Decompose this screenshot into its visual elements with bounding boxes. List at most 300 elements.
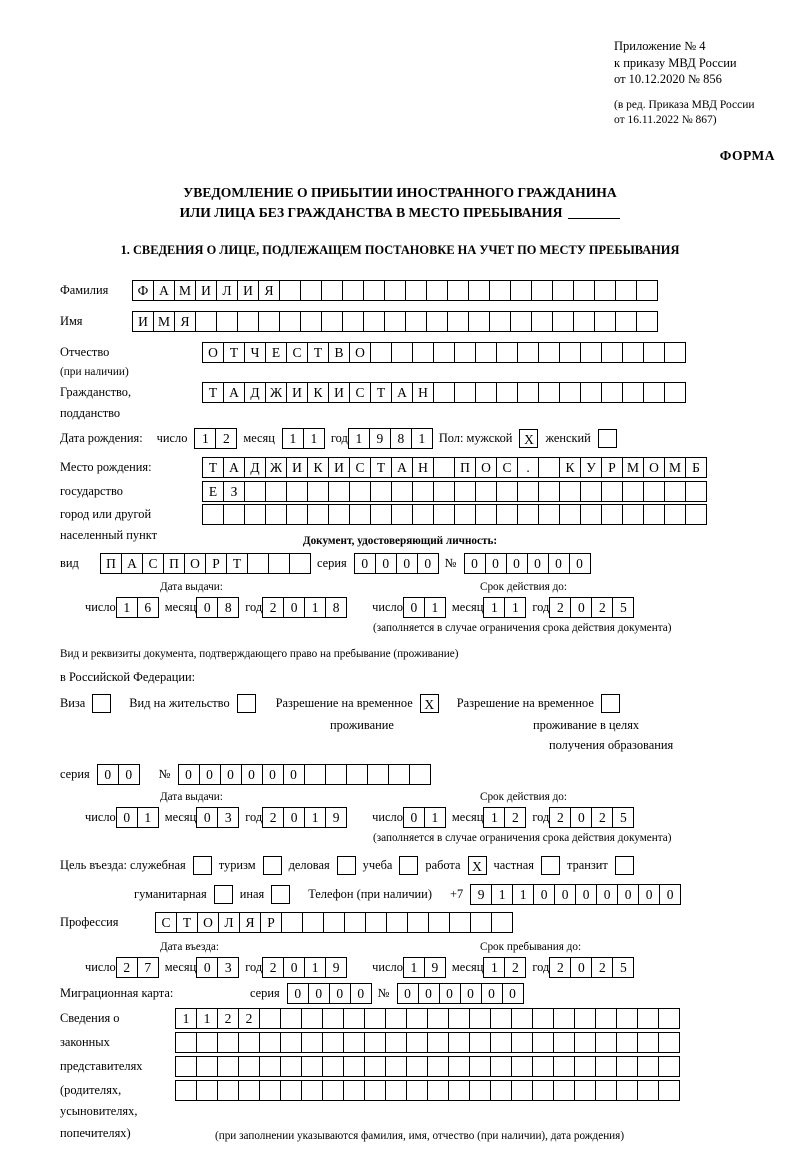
cell[interactable] bbox=[580, 481, 602, 502]
legal-reps-row-4[interactable] bbox=[175, 1080, 679, 1101]
cell[interactable] bbox=[217, 1032, 239, 1053]
cell[interactable]: 2 bbox=[262, 957, 284, 978]
cell[interactable]: Ф bbox=[132, 280, 154, 301]
cell[interactable] bbox=[489, 280, 511, 301]
cell[interactable]: 9 bbox=[325, 957, 347, 978]
cell[interactable] bbox=[658, 1056, 680, 1077]
cell[interactable]: 2 bbox=[262, 807, 284, 828]
cell[interactable] bbox=[193, 856, 212, 875]
cell[interactable] bbox=[406, 1008, 428, 1029]
cell[interactable]: А bbox=[153, 280, 175, 301]
cell[interactable]: 0 bbox=[464, 553, 486, 574]
cell[interactable]: 5 bbox=[612, 957, 634, 978]
cell[interactable]: О bbox=[643, 457, 665, 478]
citizenship-input[interactable] bbox=[202, 382, 685, 403]
cell[interactable]: 0 bbox=[178, 764, 200, 785]
cell[interactable] bbox=[469, 1056, 491, 1077]
cell[interactable] bbox=[468, 280, 490, 301]
cell[interactable]: О bbox=[184, 553, 206, 574]
cell[interactable] bbox=[346, 764, 368, 785]
cell[interactable]: 0 bbox=[283, 597, 305, 618]
cell[interactable] bbox=[175, 1056, 197, 1077]
cell[interactable] bbox=[399, 856, 418, 875]
cell[interactable] bbox=[214, 885, 233, 904]
cell[interactable] bbox=[622, 504, 644, 525]
cell[interactable]: Я bbox=[239, 912, 261, 933]
stay-year-input[interactable] bbox=[549, 957, 633, 978]
cell[interactable] bbox=[247, 553, 269, 574]
permit-valid-year-input[interactable] bbox=[549, 807, 633, 828]
cell[interactable]: А bbox=[391, 382, 413, 403]
cell[interactable] bbox=[244, 504, 266, 525]
cell[interactable] bbox=[553, 1056, 575, 1077]
cell[interactable]: 1 bbox=[403, 957, 425, 978]
cell[interactable] bbox=[281, 912, 303, 933]
cell[interactable] bbox=[238, 1056, 260, 1077]
cell[interactable]: 2 bbox=[504, 957, 526, 978]
cell[interactable] bbox=[307, 481, 329, 502]
cell[interactable]: 1 bbox=[491, 884, 513, 905]
cell[interactable] bbox=[448, 1008, 470, 1029]
cell[interactable] bbox=[552, 280, 574, 301]
cell[interactable]: 1 bbox=[196, 1008, 218, 1029]
permit-valid-month-input[interactable] bbox=[483, 807, 525, 828]
cell[interactable] bbox=[196, 1080, 218, 1101]
cell[interactable] bbox=[265, 481, 287, 502]
cell[interactable] bbox=[426, 311, 448, 332]
cell[interactable]: 0 bbox=[638, 884, 660, 905]
cell[interactable]: 1 bbox=[137, 807, 159, 828]
cell[interactable] bbox=[286, 504, 308, 525]
cell[interactable] bbox=[271, 885, 290, 904]
cell[interactable]: X bbox=[468, 856, 487, 875]
cell[interactable]: И bbox=[328, 457, 350, 478]
cell[interactable]: А bbox=[223, 382, 245, 403]
cell[interactable] bbox=[391, 504, 413, 525]
cell[interactable] bbox=[448, 1056, 470, 1077]
cell[interactable] bbox=[412, 481, 434, 502]
stay-day-input[interactable] bbox=[403, 957, 445, 978]
cell[interactable] bbox=[491, 912, 513, 933]
cell[interactable] bbox=[532, 1032, 554, 1053]
cell[interactable]: 0 bbox=[570, 807, 592, 828]
cell[interactable]: В bbox=[328, 342, 350, 363]
cell[interactable]: 0 bbox=[196, 807, 218, 828]
cell[interactable]: 2 bbox=[262, 597, 284, 618]
entry-year-input[interactable] bbox=[262, 957, 346, 978]
birthplace-row-2[interactable] bbox=[202, 481, 706, 502]
entry-month-input[interactable] bbox=[196, 957, 238, 978]
cell[interactable] bbox=[263, 856, 282, 875]
cell[interactable] bbox=[594, 311, 616, 332]
cell[interactable]: 0 bbox=[118, 764, 140, 785]
cell[interactable]: 2 bbox=[504, 807, 526, 828]
birthdate-year-input[interactable] bbox=[348, 428, 432, 449]
cell[interactable] bbox=[195, 311, 217, 332]
cell[interactable] bbox=[385, 1080, 407, 1101]
birthplace-row-3[interactable] bbox=[202, 504, 706, 525]
cell[interactable] bbox=[454, 481, 476, 502]
cell[interactable] bbox=[490, 1032, 512, 1053]
cell[interactable] bbox=[433, 382, 455, 403]
cell[interactable] bbox=[280, 1080, 302, 1101]
cell[interactable] bbox=[580, 382, 602, 403]
cell[interactable] bbox=[615, 311, 637, 332]
cell[interactable] bbox=[643, 504, 665, 525]
cell[interactable]: Л bbox=[216, 280, 238, 301]
cell[interactable] bbox=[448, 1080, 470, 1101]
purpose-other-checkbox[interactable] bbox=[271, 885, 290, 904]
cell[interactable]: Я bbox=[258, 280, 280, 301]
cell[interactable] bbox=[469, 1008, 491, 1029]
cell[interactable]: 5 bbox=[612, 597, 634, 618]
cell[interactable]: 1 bbox=[282, 428, 304, 449]
cell[interactable] bbox=[409, 764, 431, 785]
cell[interactable] bbox=[343, 1032, 365, 1053]
cell[interactable] bbox=[217, 1056, 239, 1077]
cell[interactable] bbox=[322, 1008, 344, 1029]
cell[interactable]: П bbox=[100, 553, 122, 574]
cell[interactable] bbox=[658, 1080, 680, 1101]
cell[interactable] bbox=[343, 1080, 365, 1101]
cell[interactable] bbox=[300, 311, 322, 332]
sex-male-checkbox[interactable] bbox=[519, 429, 538, 448]
cell[interactable]: 1 bbox=[194, 428, 216, 449]
cell[interactable] bbox=[475, 382, 497, 403]
cell[interactable] bbox=[538, 504, 560, 525]
cell[interactable]: С bbox=[496, 457, 518, 478]
cell[interactable] bbox=[337, 856, 356, 875]
cell[interactable] bbox=[265, 504, 287, 525]
cell[interactable]: И bbox=[132, 311, 154, 332]
cell[interactable]: 0 bbox=[97, 764, 119, 785]
cell[interactable]: И bbox=[286, 457, 308, 478]
cell[interactable]: 0 bbox=[396, 553, 418, 574]
cell[interactable]: У bbox=[580, 457, 602, 478]
cell[interactable]: Я bbox=[174, 311, 196, 332]
cell[interactable] bbox=[664, 481, 686, 502]
cell[interactable]: 2 bbox=[215, 428, 237, 449]
cell[interactable]: Б bbox=[685, 457, 707, 478]
id-issue-month-input[interactable] bbox=[196, 597, 238, 618]
cell[interactable] bbox=[658, 1008, 680, 1029]
cell[interactable] bbox=[391, 481, 413, 502]
cell[interactable]: 1 bbox=[116, 597, 138, 618]
permit-issue-month-input[interactable] bbox=[196, 807, 238, 828]
cell[interactable] bbox=[559, 481, 581, 502]
cell[interactable] bbox=[685, 481, 707, 502]
cell[interactable]: 1 bbox=[424, 807, 446, 828]
cell[interactable]: Р bbox=[260, 912, 282, 933]
cell[interactable] bbox=[406, 1032, 428, 1053]
cell[interactable] bbox=[622, 382, 644, 403]
cell[interactable] bbox=[643, 382, 665, 403]
cell[interactable] bbox=[517, 481, 539, 502]
cell[interactable] bbox=[517, 504, 539, 525]
cell[interactable] bbox=[574, 1080, 596, 1101]
cell[interactable]: . bbox=[517, 457, 539, 478]
cell[interactable]: 2 bbox=[238, 1008, 260, 1029]
profession-input[interactable] bbox=[155, 912, 512, 933]
cell[interactable] bbox=[364, 1080, 386, 1101]
cell[interactable] bbox=[496, 342, 518, 363]
cell[interactable]: К bbox=[307, 382, 329, 403]
cell[interactable]: 0 bbox=[220, 764, 242, 785]
cell[interactable]: М bbox=[664, 457, 686, 478]
cell[interactable]: 0 bbox=[554, 884, 576, 905]
permit-series-input[interactable] bbox=[97, 764, 139, 785]
cell[interactable] bbox=[616, 1032, 638, 1053]
cell[interactable] bbox=[407, 912, 429, 933]
cell[interactable] bbox=[637, 1080, 659, 1101]
cell[interactable] bbox=[454, 382, 476, 403]
cell[interactable] bbox=[412, 342, 434, 363]
cell[interactable] bbox=[344, 912, 366, 933]
cell[interactable] bbox=[475, 481, 497, 502]
cell[interactable] bbox=[175, 1080, 197, 1101]
cell[interactable]: 0 bbox=[199, 764, 221, 785]
cell[interactable]: Т bbox=[307, 342, 329, 363]
cell[interactable] bbox=[342, 280, 364, 301]
cell[interactable]: 1 bbox=[504, 597, 526, 618]
id-valid-day-input[interactable] bbox=[403, 597, 445, 618]
cell[interactable] bbox=[517, 382, 539, 403]
cell[interactable] bbox=[304, 764, 326, 785]
cell[interactable] bbox=[364, 1032, 386, 1053]
id-kind-input[interactable] bbox=[100, 553, 310, 574]
cell[interactable] bbox=[364, 1056, 386, 1077]
cell[interactable]: Д bbox=[244, 457, 266, 478]
cell[interactable]: А bbox=[121, 553, 143, 574]
cell[interactable] bbox=[573, 280, 595, 301]
cell[interactable] bbox=[433, 457, 455, 478]
cell[interactable]: Е bbox=[265, 342, 287, 363]
cell[interactable]: 0 bbox=[403, 807, 425, 828]
cell[interactable] bbox=[616, 1080, 638, 1101]
cell[interactable] bbox=[490, 1008, 512, 1029]
cell[interactable] bbox=[237, 311, 259, 332]
cell[interactable] bbox=[595, 1032, 617, 1053]
cell[interactable] bbox=[517, 342, 539, 363]
cell[interactable]: 0 bbox=[481, 983, 503, 1004]
cell[interactable] bbox=[595, 1056, 617, 1077]
cell[interactable]: 2 bbox=[217, 1008, 239, 1029]
cell[interactable]: Ж bbox=[265, 382, 287, 403]
cell[interactable] bbox=[496, 382, 518, 403]
cell[interactable] bbox=[433, 342, 455, 363]
cell[interactable] bbox=[447, 311, 469, 332]
birthplace-row-1[interactable] bbox=[202, 457, 706, 478]
cell[interactable]: П bbox=[454, 457, 476, 478]
cell[interactable]: Т bbox=[202, 457, 224, 478]
cell[interactable]: 0 bbox=[527, 553, 549, 574]
cell[interactable]: Е bbox=[202, 481, 224, 502]
cell[interactable] bbox=[496, 504, 518, 525]
cell[interactable]: X bbox=[519, 429, 538, 448]
cell[interactable] bbox=[616, 1056, 638, 1077]
cell[interactable]: 5 bbox=[612, 807, 634, 828]
cell[interactable] bbox=[328, 481, 350, 502]
temp-permit-checkbox[interactable] bbox=[420, 694, 439, 713]
cell[interactable] bbox=[574, 1056, 596, 1077]
birthdate-day-input[interactable] bbox=[194, 428, 236, 449]
cell[interactable]: 1 bbox=[483, 807, 505, 828]
cell[interactable]: 2 bbox=[591, 807, 613, 828]
cell[interactable] bbox=[370, 504, 392, 525]
cell[interactable] bbox=[601, 481, 623, 502]
cell[interactable] bbox=[595, 1008, 617, 1029]
cell[interactable] bbox=[637, 1056, 659, 1077]
id-series-input[interactable] bbox=[354, 553, 438, 574]
cell[interactable] bbox=[384, 311, 406, 332]
cell[interactable] bbox=[601, 342, 623, 363]
cell[interactable] bbox=[559, 382, 581, 403]
cell[interactable]: 2 bbox=[591, 597, 613, 618]
cell[interactable] bbox=[280, 1032, 302, 1053]
cell[interactable]: 3 bbox=[217, 957, 239, 978]
cell[interactable] bbox=[259, 1056, 281, 1077]
cell[interactable] bbox=[238, 1080, 260, 1101]
cell[interactable] bbox=[325, 764, 347, 785]
cell[interactable] bbox=[622, 481, 644, 502]
cell[interactable]: 0 bbox=[403, 597, 425, 618]
cell[interactable] bbox=[511, 1008, 533, 1029]
cell[interactable]: 0 bbox=[617, 884, 639, 905]
cell[interactable] bbox=[538, 342, 560, 363]
cell[interactable] bbox=[538, 457, 560, 478]
cell[interactable] bbox=[601, 694, 620, 713]
cell[interactable]: 6 bbox=[137, 597, 159, 618]
cell[interactable]: 2 bbox=[549, 957, 571, 978]
cell[interactable]: И bbox=[237, 280, 259, 301]
cell[interactable] bbox=[223, 504, 245, 525]
id-number-input[interactable] bbox=[464, 553, 590, 574]
cell[interactable] bbox=[385, 1032, 407, 1053]
cell[interactable]: 1 bbox=[303, 428, 325, 449]
cell[interactable] bbox=[321, 280, 343, 301]
cell[interactable] bbox=[405, 311, 427, 332]
cell[interactable] bbox=[301, 1056, 323, 1077]
cell[interactable] bbox=[384, 280, 406, 301]
cell[interactable] bbox=[636, 311, 658, 332]
cell[interactable]: 0 bbox=[569, 553, 591, 574]
cell[interactable] bbox=[202, 504, 224, 525]
migration-number-input[interactable] bbox=[397, 983, 523, 1004]
cell[interactable] bbox=[386, 912, 408, 933]
cell[interactable]: Т bbox=[223, 342, 245, 363]
cell[interactable] bbox=[580, 504, 602, 525]
cell[interactable] bbox=[559, 504, 581, 525]
cell[interactable] bbox=[454, 504, 476, 525]
cell[interactable] bbox=[664, 382, 686, 403]
cell[interactable]: М bbox=[622, 457, 644, 478]
cell[interactable]: 9 bbox=[325, 807, 347, 828]
cell[interactable]: 0 bbox=[287, 983, 309, 1004]
cell[interactable] bbox=[553, 1008, 575, 1029]
cell[interactable]: Ч bbox=[244, 342, 266, 363]
cell[interactable] bbox=[370, 481, 392, 502]
cell[interactable]: 0 bbox=[262, 764, 284, 785]
cell[interactable]: С bbox=[349, 457, 371, 478]
cell[interactable]: Л bbox=[218, 912, 240, 933]
cell[interactable] bbox=[469, 1032, 491, 1053]
cell[interactable]: М bbox=[153, 311, 175, 332]
cell[interactable] bbox=[643, 342, 665, 363]
cell[interactable] bbox=[511, 1032, 533, 1053]
cell[interactable]: 7 bbox=[137, 957, 159, 978]
cell[interactable]: 0 bbox=[570, 957, 592, 978]
cell[interactable] bbox=[552, 311, 574, 332]
cell[interactable]: Т bbox=[176, 912, 198, 933]
cell[interactable]: О bbox=[197, 912, 219, 933]
cell[interactable] bbox=[573, 311, 595, 332]
cell[interactable]: 9 bbox=[424, 957, 446, 978]
cell[interactable] bbox=[664, 342, 686, 363]
purpose-work-checkbox[interactable] bbox=[468, 856, 487, 875]
cell[interactable] bbox=[238, 1032, 260, 1053]
cell[interactable] bbox=[367, 764, 389, 785]
cell[interactable] bbox=[349, 504, 371, 525]
cell[interactable] bbox=[322, 1056, 344, 1077]
cell[interactable]: 0 bbox=[116, 807, 138, 828]
cell[interactable]: 0 bbox=[502, 983, 524, 1004]
cell[interactable]: 1 bbox=[304, 957, 326, 978]
cell[interactable]: 0 bbox=[283, 764, 305, 785]
permit-number-input[interactable] bbox=[178, 764, 430, 785]
cell[interactable] bbox=[363, 280, 385, 301]
cell[interactable]: 0 bbox=[354, 553, 376, 574]
cell[interactable] bbox=[622, 342, 644, 363]
cell[interactable] bbox=[301, 1008, 323, 1029]
cell[interactable] bbox=[511, 1056, 533, 1077]
cell[interactable]: 0 bbox=[506, 553, 528, 574]
cell[interactable]: И bbox=[328, 382, 350, 403]
cell[interactable] bbox=[280, 1056, 302, 1077]
cell[interactable] bbox=[427, 1080, 449, 1101]
cell[interactable] bbox=[601, 504, 623, 525]
cell[interactable]: Т bbox=[370, 457, 392, 478]
cell[interactable] bbox=[468, 311, 490, 332]
cell[interactable] bbox=[363, 311, 385, 332]
entry-day-input[interactable] bbox=[116, 957, 158, 978]
cell[interactable]: 1 bbox=[483, 957, 505, 978]
cell[interactable] bbox=[426, 280, 448, 301]
cell[interactable] bbox=[637, 1032, 659, 1053]
cell[interactable] bbox=[490, 1056, 512, 1077]
cell[interactable]: О bbox=[475, 457, 497, 478]
cell[interactable]: 0 bbox=[485, 553, 507, 574]
cell[interactable]: 1 bbox=[424, 597, 446, 618]
cell[interactable] bbox=[664, 504, 686, 525]
cell[interactable] bbox=[301, 1032, 323, 1053]
cell[interactable] bbox=[349, 481, 371, 502]
cell[interactable] bbox=[323, 912, 345, 933]
cell[interactable]: 2 bbox=[549, 807, 571, 828]
cell[interactable]: 0 bbox=[596, 884, 618, 905]
cell[interactable] bbox=[175, 1032, 197, 1053]
cell[interactable] bbox=[405, 280, 427, 301]
cell[interactable] bbox=[616, 1008, 638, 1029]
cell[interactable] bbox=[448, 1032, 470, 1053]
legal-reps-row-2[interactable] bbox=[175, 1032, 679, 1053]
cell[interactable] bbox=[496, 481, 518, 502]
cell[interactable] bbox=[433, 504, 455, 525]
cell[interactable] bbox=[532, 1056, 554, 1077]
cell[interactable]: 0 bbox=[575, 884, 597, 905]
cell[interactable] bbox=[391, 342, 413, 363]
cell[interactable] bbox=[301, 1080, 323, 1101]
cell[interactable]: 1 bbox=[175, 1008, 197, 1029]
